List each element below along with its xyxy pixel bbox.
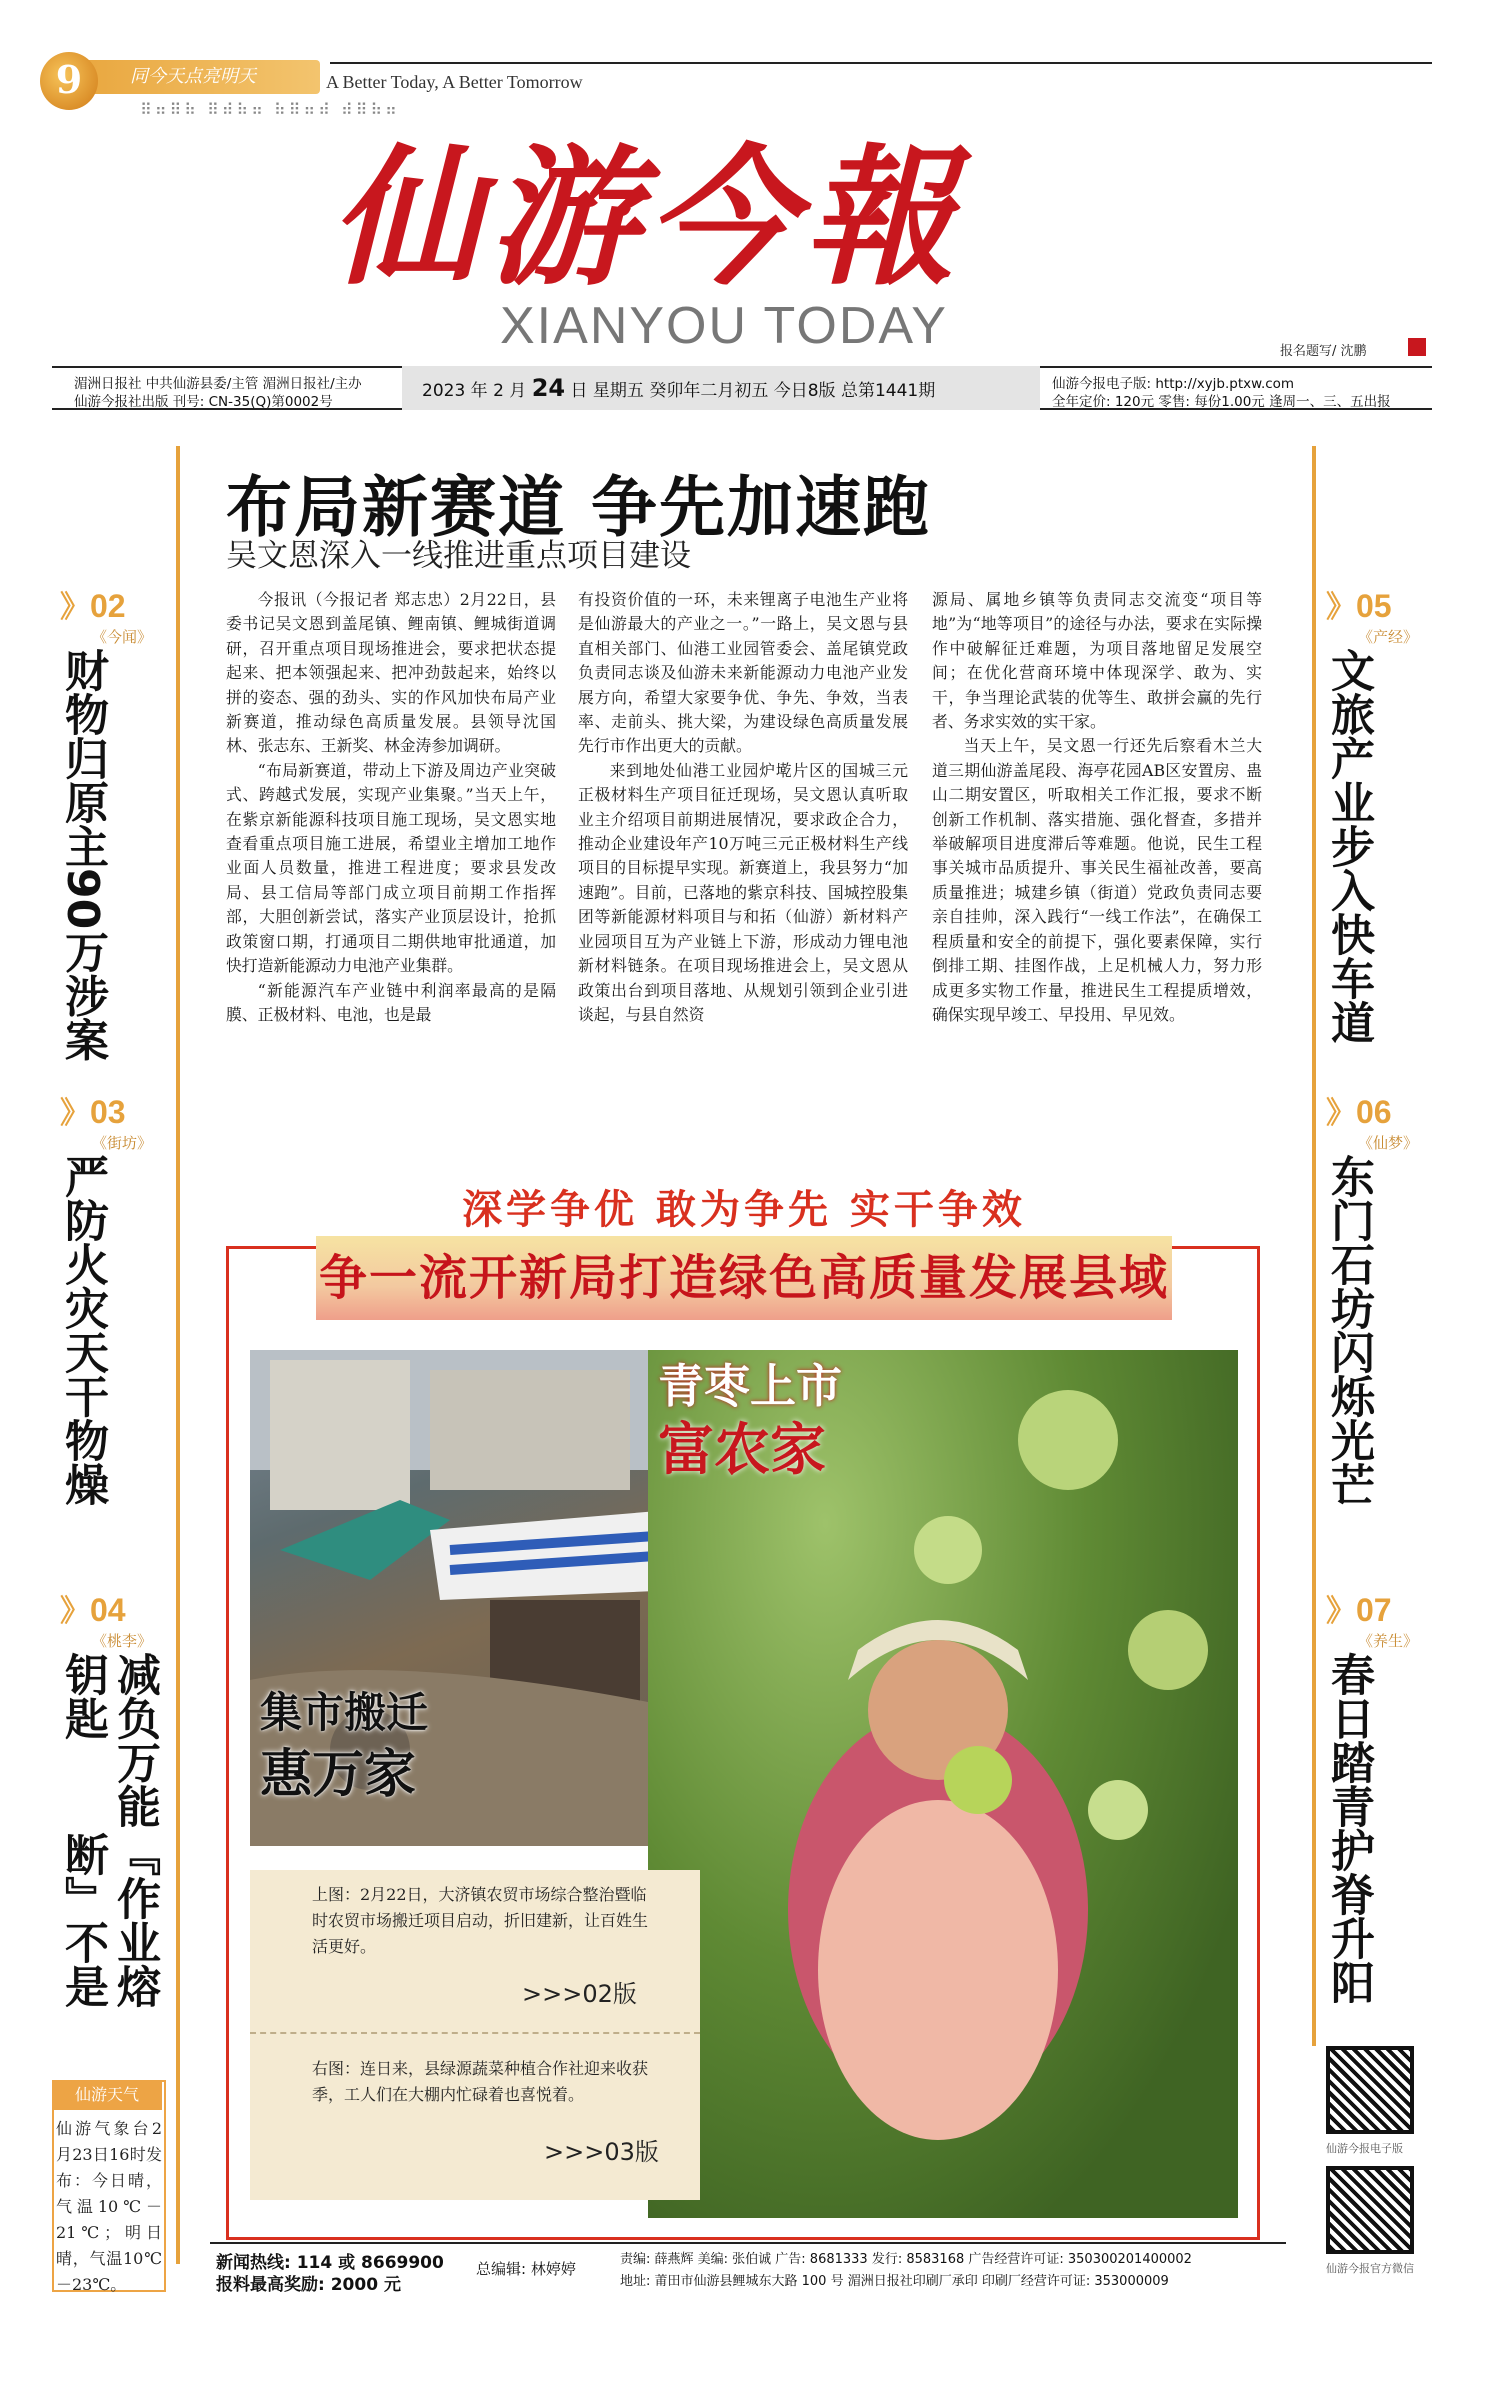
left-index-04-title [56, 1652, 160, 2072]
epaper-qr-label: 仙游今报电子版 [1326, 2142, 1403, 2155]
right-index-07[interactable] [1326, 1586, 1418, 1651]
photo-right-caption-2: 富农家 [658, 1418, 826, 1483]
article-paragraph: 有投资价值的一环，未来锂离子电池生产业将是仙游最大的产业之一。”一路上，吴文恩与县直相关部门、仙港工业园管委会、盖尾镇党政负责同志谈及仙游未来新能源动力电池产业发展方向，希望大家要争优、争先、争效，当表率、走前头、挑大梁，为建设绿色高质量发展先行市作出更大的贡献。 [578, 590, 908, 756]
newspaper-title: 仙游今報 [330, 130, 963, 306]
issue-date [402, 366, 1040, 410]
slogan-pill: 同今天点亮明天 [52, 60, 320, 94]
section-tag: 《仙梦》 [1358, 1134, 1419, 1152]
hotline-text: 新闻热线: 114 或 8669900 [216, 2253, 444, 2273]
chevron-icon: 》 [60, 1594, 90, 1629]
lead-subhead: 吴文恩深入一线推进重点项目建设 [226, 538, 691, 574]
issue-year-month: 2023 年 2 月 [422, 381, 527, 401]
issue-details: 日 星期五 癸卯年二月初五 今日8版 总第1441期 [570, 381, 936, 401]
section-number: 06 [1356, 1094, 1392, 1130]
section-number: 07 [1356, 1592, 1392, 1628]
section-tag: 《今闻》 [92, 628, 153, 646]
title-col-1: 春日踏青 [1323, 1652, 1374, 1828]
section-number: 02 [90, 588, 126, 624]
left-index-04[interactable] [60, 1586, 152, 1651]
title-col-1: 东门石坊 [1323, 1154, 1374, 1330]
top-rule [330, 62, 1432, 64]
article-paragraph: 今报讯（今报记者 郑志忠）2月22日，县委书记吴文恩到盖尾镇、鲤南镇、鲤城街道调研，召开重点项目现场推进会，要求把状态提起来、把本领强起来、把冲劲鼓起来，始终以拼的姿态、强的劲头、实的作风加快布局产业新赛道，推动绿色高质量发展。县领导沈国林、张志东、王新奖、林金涛参加调研。 [226, 590, 556, 756]
section-number: 04 [90, 1592, 126, 1628]
caption-bottom-link[interactable]: >>>03版 [544, 2138, 659, 2166]
section-tag: 《街坊》 [92, 1134, 153, 1152]
article-column-3 [932, 588, 1262, 1027]
title-col-1: 文旅产业 [1323, 648, 1374, 824]
left-index-03[interactable] [60, 1088, 152, 1153]
market-relocation-photo[interactable] [250, 1350, 688, 1846]
chevron-icon: 》 [60, 590, 90, 625]
article-paragraph: 源局、属地乡镇等负责同志交流变“项目等地”为“地等项目”的途径与办法，要求在实际操作中破解征迁难题，为项目落地留足发展空间；在优化营商环境中体现深学、敢为、实干，争当理论武装的优等生、敢拼会赢的先行者、务求实效的实干家。 [932, 590, 1262, 732]
title-col-1: 严防火灾 [57, 1154, 108, 1330]
issue-day: 24 [531, 374, 566, 402]
weather-label: 仙游天气 [52, 2080, 162, 2110]
publisher-line-1: 湄洲日报社 中共仙游县委/主管 湄洲日报社/主办 [74, 376, 362, 392]
publisher-line-2: 仙游今报社出版 刊号: CN-35(Q)第0002号 [74, 394, 333, 410]
wechat-qr-code[interactable] [1326, 2166, 1414, 2254]
article-paragraph: 当天上午，吴文恩一行还先后察看木兰大道三期仙游盖尾段、海亭花园AB区安置房、蛊山二期安置区，听取相关工作汇报，要求不断创新工作机制、落实措施、强化督查，多措并举破解项目进度滞后等难题。他说，民生工程事关城市品质提升、事关民生福祉改善，要高质量推进；城建乡镇（街道）党政负责同志要亲自挂帅，深入践行“一线工作法”，在确保工程质量和安全的前提下，强化要素保障，实行倒排工期、挂图作战，上足机械人力，努力形成更多实物工作量，推进民生工程提质增效，确保实现早竣工、早投用、早见效。 [932, 736, 1262, 1024]
left-index-02[interactable] [60, 582, 152, 647]
feature-slogan: 深学争优 敢为争先 实干争效 [462, 1187, 1026, 1233]
title-col-2: 90万涉案 [57, 868, 108, 1062]
section-number: 05 [1356, 588, 1392, 624]
article-paragraph: 来到地处仙港工业园炉墘片区的国城三元正极材料生产项目征迁现场，吴文恩认真听取业主介绍项目前期进展情况，要求政企合力，推动企业建设年产10万吨三元正极材料生产线项目的目标提早实现。新赛道上，我县努力“加速跑”。目前，已落地的紫京科技、国城控股集团等新能源材料项目与和拓（仙游）新材料产业园项目互为产业链上下游，形成动力锂电池新材料链条。在项目现场推进会上，吴文恩从政策出台到项目落地、从规划引领到企业引进谈起，与县自然资 [578, 760, 908, 1024]
seal-icon [1408, 338, 1426, 356]
jujube-harvest-photo[interactable] [648, 1350, 1238, 2218]
nine-badge-icon: 9 [40, 52, 98, 110]
section-tag: 《桃李》 [92, 1632, 153, 1650]
weather-text: 仙游气象台2月23日16时发布：今日晴，气温10℃－21℃；明日晴，气温10℃－23℃。 [56, 2119, 162, 2294]
title-col-2: 步入快车道 [1323, 824, 1374, 1044]
right-index-06[interactable] [1326, 1088, 1418, 1153]
epaper-qr-code[interactable] [1326, 2046, 1414, 2134]
section-number: 03 [90, 1094, 126, 1130]
left-index-03-title [56, 1154, 108, 1574]
article-paragraph: “新能源汽车产业链中利润率最高的是隔膜、正极材料、电池，也是最 [226, 980, 556, 1024]
wechat-qr-label: 仙游今报官方微信 [1326, 2262, 1414, 2275]
chevron-icon: 》 [1326, 590, 1356, 625]
article-column-2 [578, 588, 908, 1027]
title-col-2: 『作业熔断』不是 [57, 1832, 160, 2008]
left-index-02-title [56, 648, 108, 1068]
footer-address: 地址: 莆田市仙游县鲤城东大路 100 号 湄洲日报社印刷厂承印 印刷厂经营许可证: 353000009 [620, 2274, 1169, 2289]
photo-left-caption-2: 惠万家 [260, 1745, 417, 1805]
price-info: 全年定价: 120元 零售: 每份1.00元 逢周一、三、五出报 [1052, 394, 1391, 410]
braille-text: ⠿⠶⠿⠷ ⠿⠾⠷⠶ ⠷⠿⠶⠾ ⠾⠿⠷⠶ [140, 100, 400, 119]
newspaper-title-english: XIANYOU TODAY [500, 297, 948, 355]
photo-left-caption-1: 集市搬迁 [260, 1688, 429, 1737]
section-tag: 《产经》 [1358, 628, 1419, 646]
right-index-07-title [1322, 1652, 1374, 2072]
title-col-2: 护脊升阳 [1323, 1828, 1374, 2004]
right-index-05-title [1322, 648, 1374, 1068]
epaper-url[interactable]: 仙游今报电子版: http://xyjb.ptxw.com [1052, 376, 1295, 392]
title-credit: 报名题写/ 沈鹏 [1280, 344, 1367, 359]
reward-text: 报料最高奖励: 2000 元 [216, 2275, 401, 2295]
right-side-rule [1312, 446, 1316, 2046]
feature-banner: 争一流开新局打造绿色高质量发展县域 [316, 1236, 1172, 1320]
caption-bottom-text: 右图：连日来，县绿源蔬菜种植合作社迎来收获季，工人们在大棚内忙碌着也喜悦着。 [312, 2059, 649, 2104]
footer-rule [210, 2242, 1286, 2244]
caption-divider [250, 2032, 700, 2034]
lead-headline[interactable]: 布局新赛道 争先加速跑 [226, 469, 931, 546]
photo-caption-box [250, 1870, 700, 2200]
slogan-english: A Better Today, A Better Tomorrow [326, 72, 583, 92]
title-col-1: 财物归原主 [57, 648, 108, 868]
chief-editor: 总编辑: 林婷婷 [476, 2260, 576, 2278]
section-tag: 《养生》 [1358, 1632, 1419, 1650]
right-index-05[interactable] [1326, 582, 1418, 647]
article-paragraph: “布局新赛道，带动上下游及周边产业突破式、跨越式发展，实现产业集聚。”当天上午，在紫京新能源科技项目施工现场，吴文恩实地查看重点项目施工进展，希望业主增加工地作业面人员数量，推进工程进度；要求县发改局、县工信局等部门成立项目前期工作指挥部，大胆创新尝试，落实产业顶层设计，抢抓政策窗口期，打通项目二期供地审批通道，加快打造新能源动力电池产业集群。 [226, 760, 556, 976]
title-col-1: 减负万能钥匙 [57, 1652, 160, 1828]
article-column-1 [226, 588, 556, 1027]
caption-top-text: 上图：2月22日，大济镇农贸市场综合整治暨临时农贸市场搬迁项目启动，折旧建新，让百姓生活更好。 [312, 1885, 649, 1956]
caption-top-link[interactable]: >>>02版 [522, 1980, 637, 2008]
right-index-06-title [1322, 1154, 1374, 1574]
photo-right-caption-1: 青枣上市 [658, 1359, 842, 1413]
title-col-2: 天干物燥 [57, 1330, 108, 1506]
chevron-icon: 》 [1326, 1096, 1356, 1131]
chevron-icon: 》 [60, 1096, 90, 1131]
tip-reward [216, 2270, 401, 2295]
footer-credits: 责编: 薛燕辉 美编: 张伯诚 广告: 8681333 发行: 8583168 广告经营许可证: 350300201400002 [620, 2252, 1192, 2267]
left-side-rule [176, 446, 180, 2264]
chevron-icon: 》 [1326, 1594, 1356, 1629]
title-col-2: 闪烁光芒 [1323, 1330, 1374, 1506]
